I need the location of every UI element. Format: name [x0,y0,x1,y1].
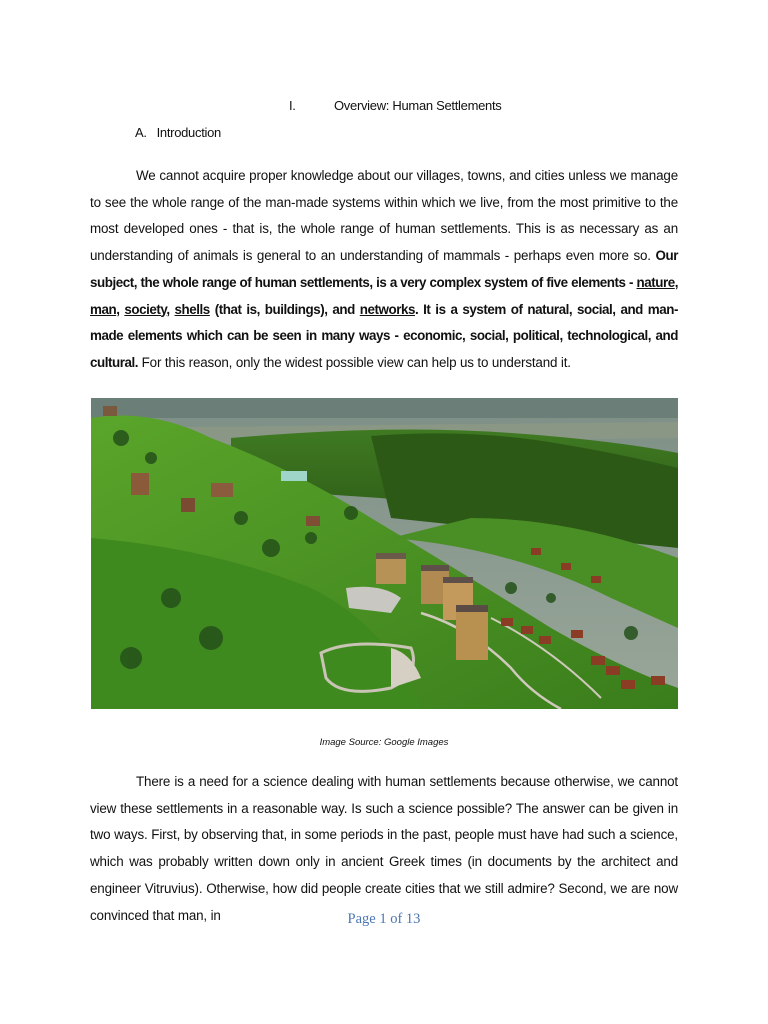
settlement-photo [91,398,678,709]
separator: , [116,301,125,317]
underlined-term: nature [636,274,675,290]
image-caption: Image Source: Google Images [319,737,449,748]
underlined-term: shells [174,301,210,317]
paragraph-text: We cannot acquire proper knowledge about our villages, towns, and cities unless we manage to see the whole range of the man-made systems within which we live, from the most primitive to the most developed ones - that is, the whole range of human settlements. This is as necessary as an understanding of animals is general to an understanding of mammals - perhaps even more so. [90,168,678,264]
bold-text-part: Our subject, the whole range of human settlements, is a very complex system of five elements - [90,248,678,290]
underlined-term: society [124,301,167,317]
paragraph-introduction [90,163,678,377]
bold-text-part: (that is, buildings), and [209,301,360,317]
paragraph-text: There is a need for a science dealing with human settlements because otherwise, we cannot view these settlements in a reasonable way. Is such a science possible? The answer can be given in two ways. First, by observing that, in some periods in the past, people must have had such a science, which was probably written down only in ancient Greek times (in documents by the architect and engineer Vitruvius). Otherwise, how did people create cities that we still admire? Second, we are now convinced that man, in [90,774,678,923]
settlement-illustration [91,398,678,709]
underlined-term: networks [359,301,415,317]
separator: , [674,274,678,290]
underlined-term: man [90,301,117,317]
section-title: Overview: Human Settlements [334,98,502,113]
section-number: I. [289,98,296,113]
bold-text [90,248,678,370]
paragraph-science [90,769,678,929]
bold-text-part: . It is a system of natural, social, and man-made elements which can be seen in many ways - economic, social, political, technological, and cultural. [90,301,678,370]
page-number: Page 1 of 13 [347,911,421,927]
separator: , [166,301,175,317]
paragraph-text: For this reason, only the widest possible view can help us to understand it. [138,354,571,370]
subsection-title: A. Introduction [135,125,221,140]
